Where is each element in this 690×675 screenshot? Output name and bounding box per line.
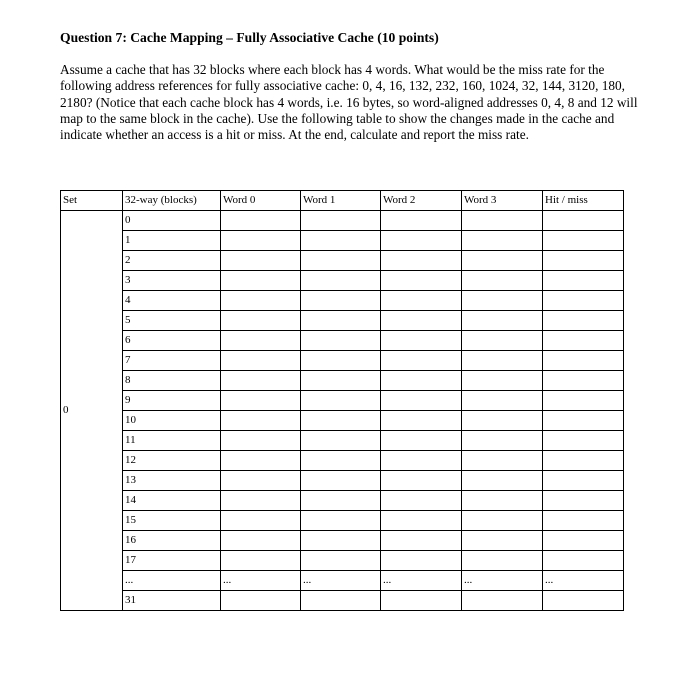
hit-miss-cell[interactable]: [543, 231, 624, 251]
word-3-cell[interactable]: [462, 431, 543, 451]
block-index-cell: 16: [123, 531, 221, 551]
word-3-cell[interactable]: [462, 391, 543, 411]
word-1-cell[interactable]: [301, 531, 381, 551]
word-1-cell[interactable]: [301, 271, 381, 291]
word-3-cell[interactable]: [462, 531, 543, 551]
header-word-0: Word 0: [221, 191, 301, 211]
table-row: [61, 551, 624, 571]
word-1-cell[interactable]: [301, 331, 381, 351]
word-2-cell[interactable]: [381, 231, 462, 251]
table-row: [61, 471, 624, 491]
block-index-cell: 10: [123, 411, 221, 431]
word-0-cell[interactable]: [221, 351, 301, 371]
block-index-cell: 6: [123, 331, 221, 351]
block-index-cell: 13: [123, 471, 221, 491]
table-row: [61, 451, 624, 471]
hit-miss-cell[interactable]: [543, 411, 624, 431]
hit-miss-cell[interactable]: [543, 311, 624, 331]
word-3-cell[interactable]: [462, 271, 543, 291]
table-row: [61, 231, 624, 251]
block-index-cell: 12: [123, 451, 221, 471]
hit-miss-cell[interactable]: [543, 491, 624, 511]
word-1-cell[interactable]: [301, 411, 381, 431]
word-0-cell[interactable]: [221, 511, 301, 531]
hit-miss-cell[interactable]: [543, 551, 624, 571]
word-1-cell[interactable]: [301, 291, 381, 311]
hit-miss-cell[interactable]: [543, 451, 624, 471]
word-3-cell[interactable]: [462, 471, 543, 491]
word-1-cell[interactable]: [301, 491, 381, 511]
block-index-cell: 0: [123, 211, 221, 231]
word-1-cell[interactable]: [301, 551, 381, 571]
header-hit-miss: Hit / miss: [543, 191, 624, 211]
word-3-cell[interactable]: [462, 511, 543, 531]
table-row: [61, 431, 624, 451]
set-cell: 0: [61, 211, 123, 611]
table-row: [61, 511, 624, 531]
header-set: Set: [61, 191, 123, 211]
table-row: [61, 411, 624, 431]
word-0-cell[interactable]: [221, 591, 301, 611]
word-2-cell[interactable]: [381, 431, 462, 451]
table-row: [61, 271, 624, 291]
hit-miss-cell[interactable]: ...: [543, 571, 624, 591]
word-3-cell[interactable]: [462, 411, 543, 431]
table-header-row: [61, 191, 624, 211]
word-1-cell[interactable]: [301, 431, 381, 451]
word-0-cell[interactable]: [221, 431, 301, 451]
word-0-cell[interactable]: [221, 271, 301, 291]
header-word-1: Word 1: [301, 191, 381, 211]
word-2-cell[interactable]: [381, 371, 462, 391]
hit-miss-cell[interactable]: [543, 511, 624, 531]
word-2-cell[interactable]: [381, 471, 462, 491]
hit-miss-cell[interactable]: [543, 391, 624, 411]
word-2-cell[interactable]: [381, 331, 462, 351]
word-1-cell[interactable]: [301, 231, 381, 251]
hit-miss-cell[interactable]: [543, 531, 624, 551]
block-index-cell: 5: [123, 311, 221, 331]
word-2-cell[interactable]: [381, 291, 462, 311]
word-3-cell[interactable]: [462, 331, 543, 351]
word-2-cell[interactable]: [381, 511, 462, 531]
word-2-cell[interactable]: [381, 591, 462, 611]
word-0-cell[interactable]: [221, 251, 301, 271]
word-1-cell[interactable]: [301, 211, 381, 231]
word-0-cell[interactable]: [221, 451, 301, 471]
hit-miss-cell[interactable]: [543, 371, 624, 391]
word-1-cell[interactable]: [301, 391, 381, 411]
block-index-cell: 7: [123, 351, 221, 371]
word-1-cell[interactable]: [301, 351, 381, 371]
word-0-cell[interactable]: [221, 551, 301, 571]
word-0-cell[interactable]: ...: [221, 571, 301, 591]
word-3-cell[interactable]: ...: [462, 571, 543, 591]
word-3-cell[interactable]: [462, 231, 543, 251]
hit-miss-cell[interactable]: [543, 251, 624, 271]
word-0-cell[interactable]: [221, 471, 301, 491]
question-body: Assume a cache that has 32 blocks where each block has 4 words. What would be the miss rate for the following address references for fully associative cache: 0, 4, 16, 132, 232, 160, 1024, 32, 144, 3120, 180, 2180? (Notice that each cache block has 4 words, i.e. 16 bytes, so word-aligned addresses 0, 4, 8 and 12 will map to the same block in the cache). Use the following table to show the changes made in the cache and indicate whether an access is a hit or miss. At the end, calculate and report the miss rate.: [60, 62, 638, 143]
table-row: [61, 591, 624, 611]
header-word-2: Word 2: [381, 191, 462, 211]
word-2-cell[interactable]: [381, 551, 462, 571]
word-2-cell[interactable]: [381, 311, 462, 331]
block-index-cell: 8: [123, 371, 221, 391]
cache-table-body: [61, 191, 624, 611]
table-row: [61, 311, 624, 331]
block-index-cell: 17: [123, 551, 221, 571]
word-3-cell[interactable]: [462, 211, 543, 231]
header-word-3: Word 3: [462, 191, 543, 211]
table-row: [61, 491, 624, 511]
hit-miss-cell[interactable]: [543, 591, 624, 611]
table-row: [61, 331, 624, 351]
word-3-cell[interactable]: [462, 351, 543, 371]
word-0-cell[interactable]: [221, 311, 301, 331]
word-2-cell[interactable]: [381, 271, 462, 291]
table-row: [61, 571, 624, 591]
word-2-cell[interactable]: [381, 351, 462, 371]
header-blocks: 32-way (blocks): [123, 191, 221, 211]
word-0-cell[interactable]: [221, 391, 301, 411]
word-3-cell[interactable]: [462, 591, 543, 611]
word-1-cell[interactable]: [301, 451, 381, 471]
question-title: Question 7: Cache Mapping – Fully Associative Cache (10 points): [60, 30, 439, 45]
table-row: [61, 351, 624, 371]
word-3-cell[interactable]: [462, 311, 543, 331]
hit-miss-cell[interactable]: [543, 471, 624, 491]
word-0-cell[interactable]: [221, 291, 301, 311]
word-2-cell[interactable]: ...: [381, 571, 462, 591]
table-row: [61, 371, 624, 391]
word-1-cell[interactable]: [301, 591, 381, 611]
block-index-cell: 2: [123, 251, 221, 271]
word-3-cell[interactable]: [462, 551, 543, 571]
hit-miss-cell[interactable]: [543, 211, 624, 231]
word-0-cell[interactable]: [221, 491, 301, 511]
table-row: [61, 211, 624, 231]
hit-miss-cell[interactable]: [543, 271, 624, 291]
hit-miss-cell[interactable]: [543, 291, 624, 311]
table-row: [61, 251, 624, 271]
word-0-cell[interactable]: [221, 211, 301, 231]
word-2-cell[interactable]: [381, 411, 462, 431]
word-2-cell[interactable]: [381, 531, 462, 551]
block-index-cell: 11: [123, 431, 221, 451]
word-1-cell[interactable]: ...: [301, 571, 381, 591]
block-index-cell: ...: [123, 571, 221, 591]
word-1-cell[interactable]: [301, 251, 381, 271]
word-0-cell[interactable]: [221, 371, 301, 391]
block-index-cell: 31: [123, 591, 221, 611]
cache-table: [60, 190, 624, 611]
word-2-cell[interactable]: [381, 491, 462, 511]
word-2-cell[interactable]: [381, 251, 462, 271]
block-index-cell: 9: [123, 391, 221, 411]
word-0-cell[interactable]: [221, 411, 301, 431]
word-3-cell[interactable]: [462, 291, 543, 311]
block-index-cell: 3: [123, 271, 221, 291]
word-0-cell[interactable]: [221, 331, 301, 351]
word-0-cell[interactable]: [221, 531, 301, 551]
word-3-cell[interactable]: [462, 491, 543, 511]
block-index-cell: 1: [123, 231, 221, 251]
block-index-cell: 4: [123, 291, 221, 311]
hit-miss-cell[interactable]: [543, 431, 624, 451]
word-3-cell[interactable]: [462, 251, 543, 271]
word-1-cell[interactable]: [301, 371, 381, 391]
word-0-cell[interactable]: [221, 231, 301, 251]
word-3-cell[interactable]: [462, 451, 543, 471]
hit-miss-cell[interactable]: [543, 331, 624, 351]
word-2-cell[interactable]: [381, 451, 462, 471]
word-2-cell[interactable]: [381, 391, 462, 411]
table-row: [61, 391, 624, 411]
table-row: [61, 291, 624, 311]
word-1-cell[interactable]: [301, 511, 381, 531]
hit-miss-cell[interactable]: [543, 351, 624, 371]
block-index-cell: 15: [123, 511, 221, 531]
word-3-cell[interactable]: [462, 371, 543, 391]
word-2-cell[interactable]: [381, 211, 462, 231]
table-row: [61, 531, 624, 551]
word-1-cell[interactable]: [301, 471, 381, 491]
block-index-cell: 14: [123, 491, 221, 511]
word-1-cell[interactable]: [301, 311, 381, 331]
